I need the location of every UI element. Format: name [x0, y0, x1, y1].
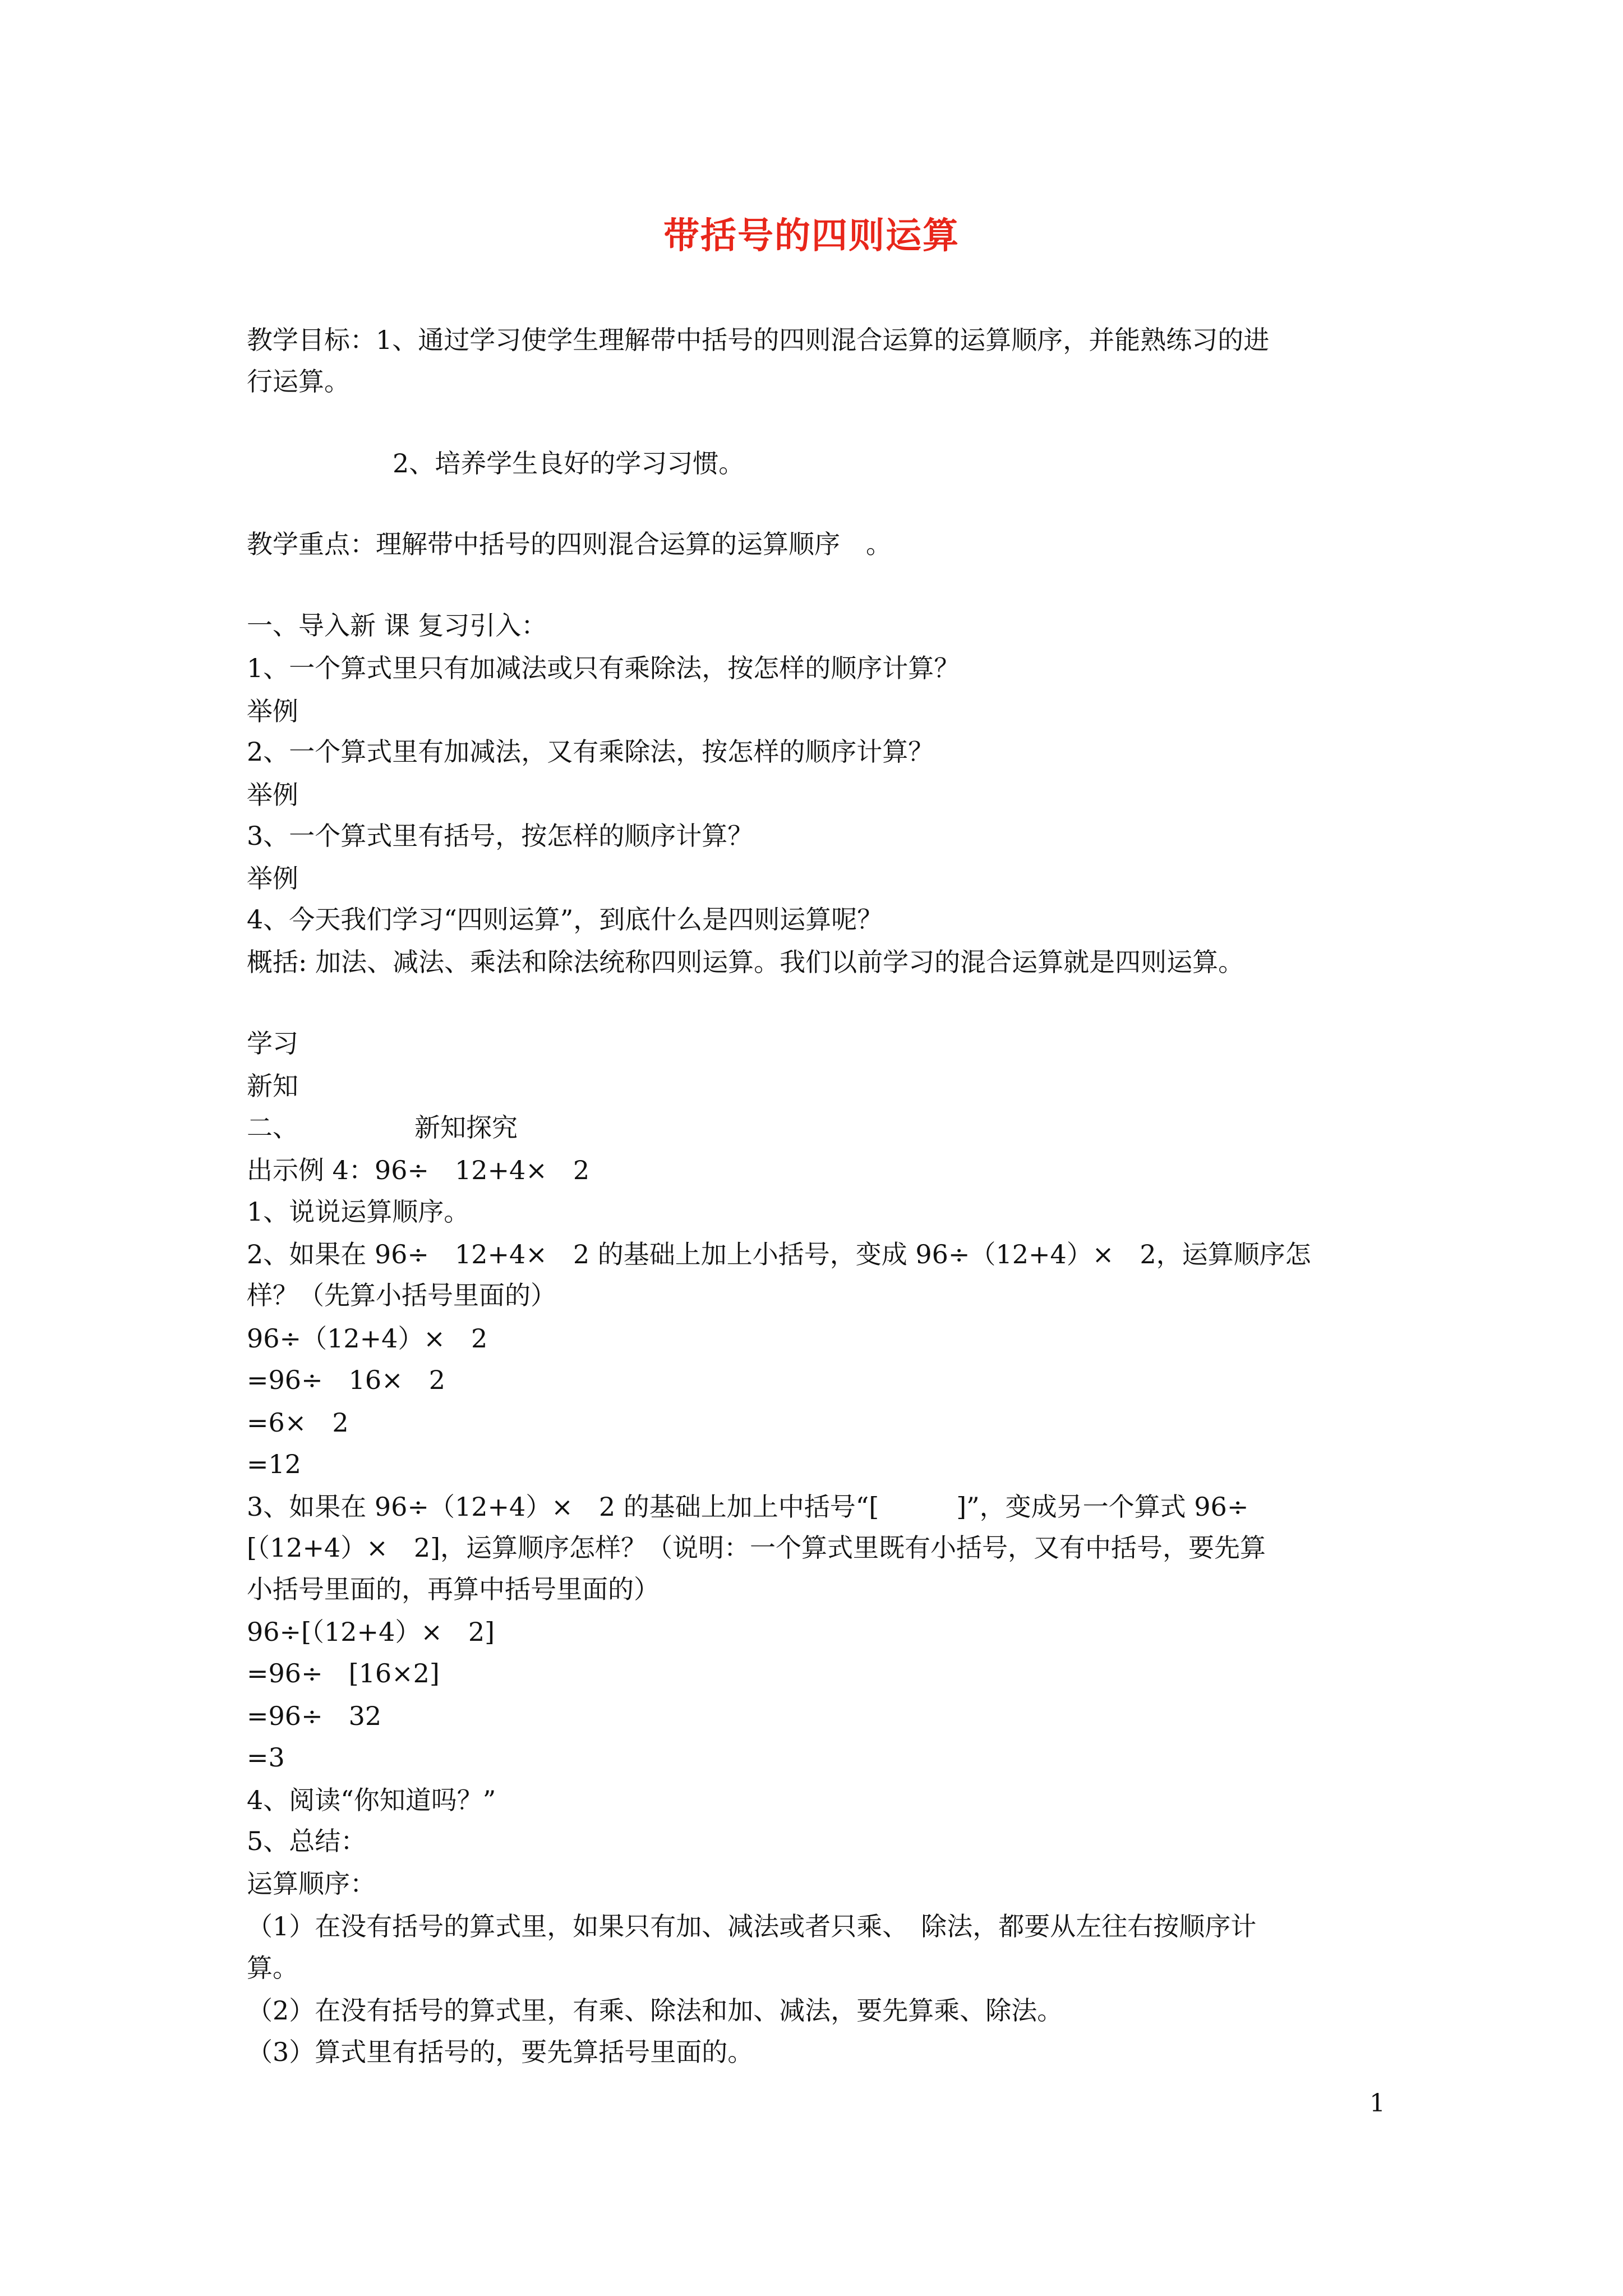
- text-line: =3: [247, 1742, 285, 1773]
- page-title: 带括号的四则运算: [663, 215, 960, 257]
- text-line: 教学目标：1、通过学习使学生理解带中括号的四则混合运算的运算顺序，并能熟练习的进: [247, 325, 1270, 355]
- text-line: 4、今天我们学习“四则运算”，到底什么是四则运算呢？: [247, 904, 883, 935]
- text-line: 3、如果在 96÷（12+4）× 2 的基础上加上中括号“[ ]”，变成另一个算式 96÷: [247, 1492, 1249, 1522]
- text-line: [（12+4）× 2]，运算顺序怎样？（说明：一个算式里既有小括号，又有中括号，要先算: [247, 1533, 1266, 1563]
- text-line: 一、导入新 课 复习引入：: [247, 610, 547, 641]
- text-line: 4、阅读“你知道吗？”: [247, 1785, 496, 1815]
- text-line: （2）在没有括号的算式里，有乘、除法和加、减法，要先算乘、除法。: [247, 1995, 1063, 2026]
- text-line: 二、 新知探究: [247, 1112, 518, 1143]
- text-line: 教学重点：理解带中括号的四则混合运算的运算顺序 。: [247, 529, 892, 559]
- text-line: 新知: [247, 1071, 298, 1101]
- text-line: 96÷（12+4）× 2: [247, 1323, 488, 1354]
- text-line: 1、说说运算顺序。: [247, 1197, 470, 1227]
- text-line: =96÷ 32: [247, 1701, 382, 1731]
- text-line: 出示例 4：96÷ 12+4× 2: [247, 1155, 590, 1185]
- text-line: 运算顺序：: [247, 1869, 376, 1899]
- text-line: （1）在没有括号的算式里，如果只有加、减法或者只乘、 除法，都要从左往右按顺序计: [247, 1911, 1257, 1941]
- text-line: 2、培养学生良好的学习习惯。: [393, 448, 745, 478]
- text-line: 算。: [247, 1953, 298, 1983]
- text-line: =6× 2: [247, 1407, 349, 1438]
- text-line: 3、一个算式里有括号，按怎样的顺序计算？: [247, 821, 754, 851]
- text-line: 小括号里面的，再算中括号里面的）: [247, 1574, 660, 1604]
- text-line: 概括: 加法、减法、乘法和除法统称四则运算。我们以前学习的混合运算就是四则运算。: [247, 947, 1244, 977]
- text-line: 2、一个算式里有加减法，又有乘除法，按怎样的顺序计算？: [247, 737, 934, 767]
- text-line: （3）算式里有括号的，要先算括号里面的。: [247, 2037, 754, 2067]
- text-line: 举例: [247, 780, 298, 810]
- page-number: 1: [1370, 2089, 1385, 2118]
- text-line: 96÷[（12+4）× 2]: [247, 1617, 495, 1647]
- text-line: 1、一个算式里只有加减法或只有乘除法，按怎样的顺序计算？: [247, 653, 960, 683]
- text-line: 学习: [247, 1028, 298, 1059]
- text-line: 行运算。: [247, 366, 350, 397]
- text-line: 举例: [247, 696, 298, 726]
- text-line: =96÷ [16×2]: [247, 1658, 440, 1688]
- text-line: 5、总结：: [247, 1826, 367, 1856]
- text-line: 2、如果在 96÷ 12+4× 2 的基础上加上小括号，变成 96÷（12+4）× 2，运算顺序怎: [247, 1239, 1311, 1269]
- text-line: =12: [247, 1449, 302, 1479]
- text-line: 举例: [247, 863, 298, 894]
- text-line: =96÷ 16× 2: [247, 1365, 445, 1395]
- text-line: 样？（先算小括号里面的）: [247, 1280, 556, 1310]
